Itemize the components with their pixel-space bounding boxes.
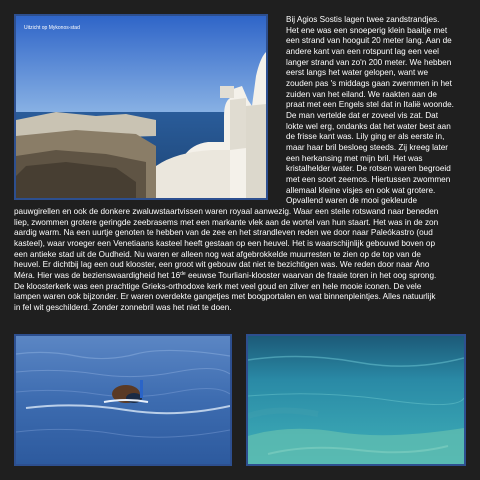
text-line: een antieke stad uit de Oudheid. Nu waren er alleen nog wat afgebrokkelde muurresten te zien op de top van de — [14, 249, 421, 259]
text-line: kristalhelder water. De rotsen waren begroeid — [286, 164, 451, 174]
text-line: in fel wit geschilderd. Zonder zonnebril was het niet te doen. — [14, 302, 232, 312]
text-line: kasteel), waar vroeger een Venetiaans kasteel heeft gestaan op een heuvel. Het is waarschijnlijk gebouwd boven op — [14, 238, 436, 248]
text-line: de frisse kant was. Lily ging er als eerste in, — [286, 132, 445, 142]
text-line: allemaal kleine visjes en ook wat grotere. — [286, 185, 436, 195]
text-line: pauwgirellen en ook de donkere zwaluwstaartvissen waren royaal aanwezig. Waar een steile rotswand naar beneden — [14, 207, 439, 216]
text-line: Het ene was een snoeperig klein baaitje met — [286, 25, 448, 35]
text-line: De man vertelde dat er zoveel vis zat. Dat — [286, 110, 438, 120]
text-line: Opvallend waren de mooi gekleurde — [286, 196, 418, 206]
text-line: langer strand van zo'n 200 meter. We hebben — [286, 57, 452, 67]
column-text — [286, 15, 454, 207]
text-line: een strand van hooguit 20 meter lang. Aan de — [286, 36, 452, 46]
text-line: De kloosterkerk was een prachtige Grieks-orthodoxe kerk met veel goud en zilver en hele mooie iconen. De vele — [14, 281, 422, 291]
century-line-after: eeuwse Tourliani-klooster waarvan de fraaie toren in het oog sprong. — [185, 270, 437, 280]
underwater-image — [248, 336, 464, 464]
text-line: praat met een Engels stel dat in Italië woonde. — [286, 100, 454, 110]
text-line: zuiden van het eiland. We raakten aan de — [286, 89, 437, 99]
body-text — [14, 207, 438, 314]
text-line: lokte wel erg, ondanks dat het water best aan — [286, 121, 451, 131]
text-line: lampen waren ook bijzonder. Er waren overdekte gangetjes met boogportalen en wat binnenpleintjes. Alles natuurlijk — [14, 292, 436, 302]
snorkeler-image — [16, 336, 230, 464]
photo-caption: Uitzicht op Mykonos-stad — [24, 25, 80, 31]
photo-mykonos-view — [14, 14, 268, 200]
photo-underwater — [246, 334, 466, 466]
text-line: eerst langs het water gelopen, want we — [286, 68, 429, 78]
mykonos-view-image — [16, 16, 266, 198]
text-line: zouden pas 's middags gaan zwemmen in het — [286, 78, 452, 88]
text-line: aardig warm. Na een uurtje genoten te hebben van de zee en het strandleven reden we door naar Paleókastro (oud — [14, 228, 433, 238]
photo-snorkeling — [14, 334, 232, 466]
text-line: maar haar bril besloeg steeds. Zij kreeg later — [286, 142, 449, 152]
text-line: andere kant van een rotspunt lag een veel — [286, 46, 439, 56]
century-line-before: Méra. Hier was de bezienswaardigheid het 16 — [14, 270, 181, 280]
century-superscript: de — [180, 270, 186, 277]
text-line: heuvel. Er dichtbij lag een oud klooster, een groot wit gebouw dat niet te bezichtigen was. We reden door naar Áno — [14, 260, 430, 270]
text-line: liep, zwommen grotere geringde zeebrasems met een markante vlek aan de wortel van hun staart. Het was in de zon — [14, 217, 439, 227]
text-line: Bij Agios Sostis lagen twee zandstrandjes. — [286, 15, 440, 24]
text-line: met een soort zeemos. Hiertussen zwommen — [286, 174, 451, 184]
text-line: een herkansing met mijn bril. Het was — [286, 153, 423, 163]
text-line — [14, 271, 438, 282]
